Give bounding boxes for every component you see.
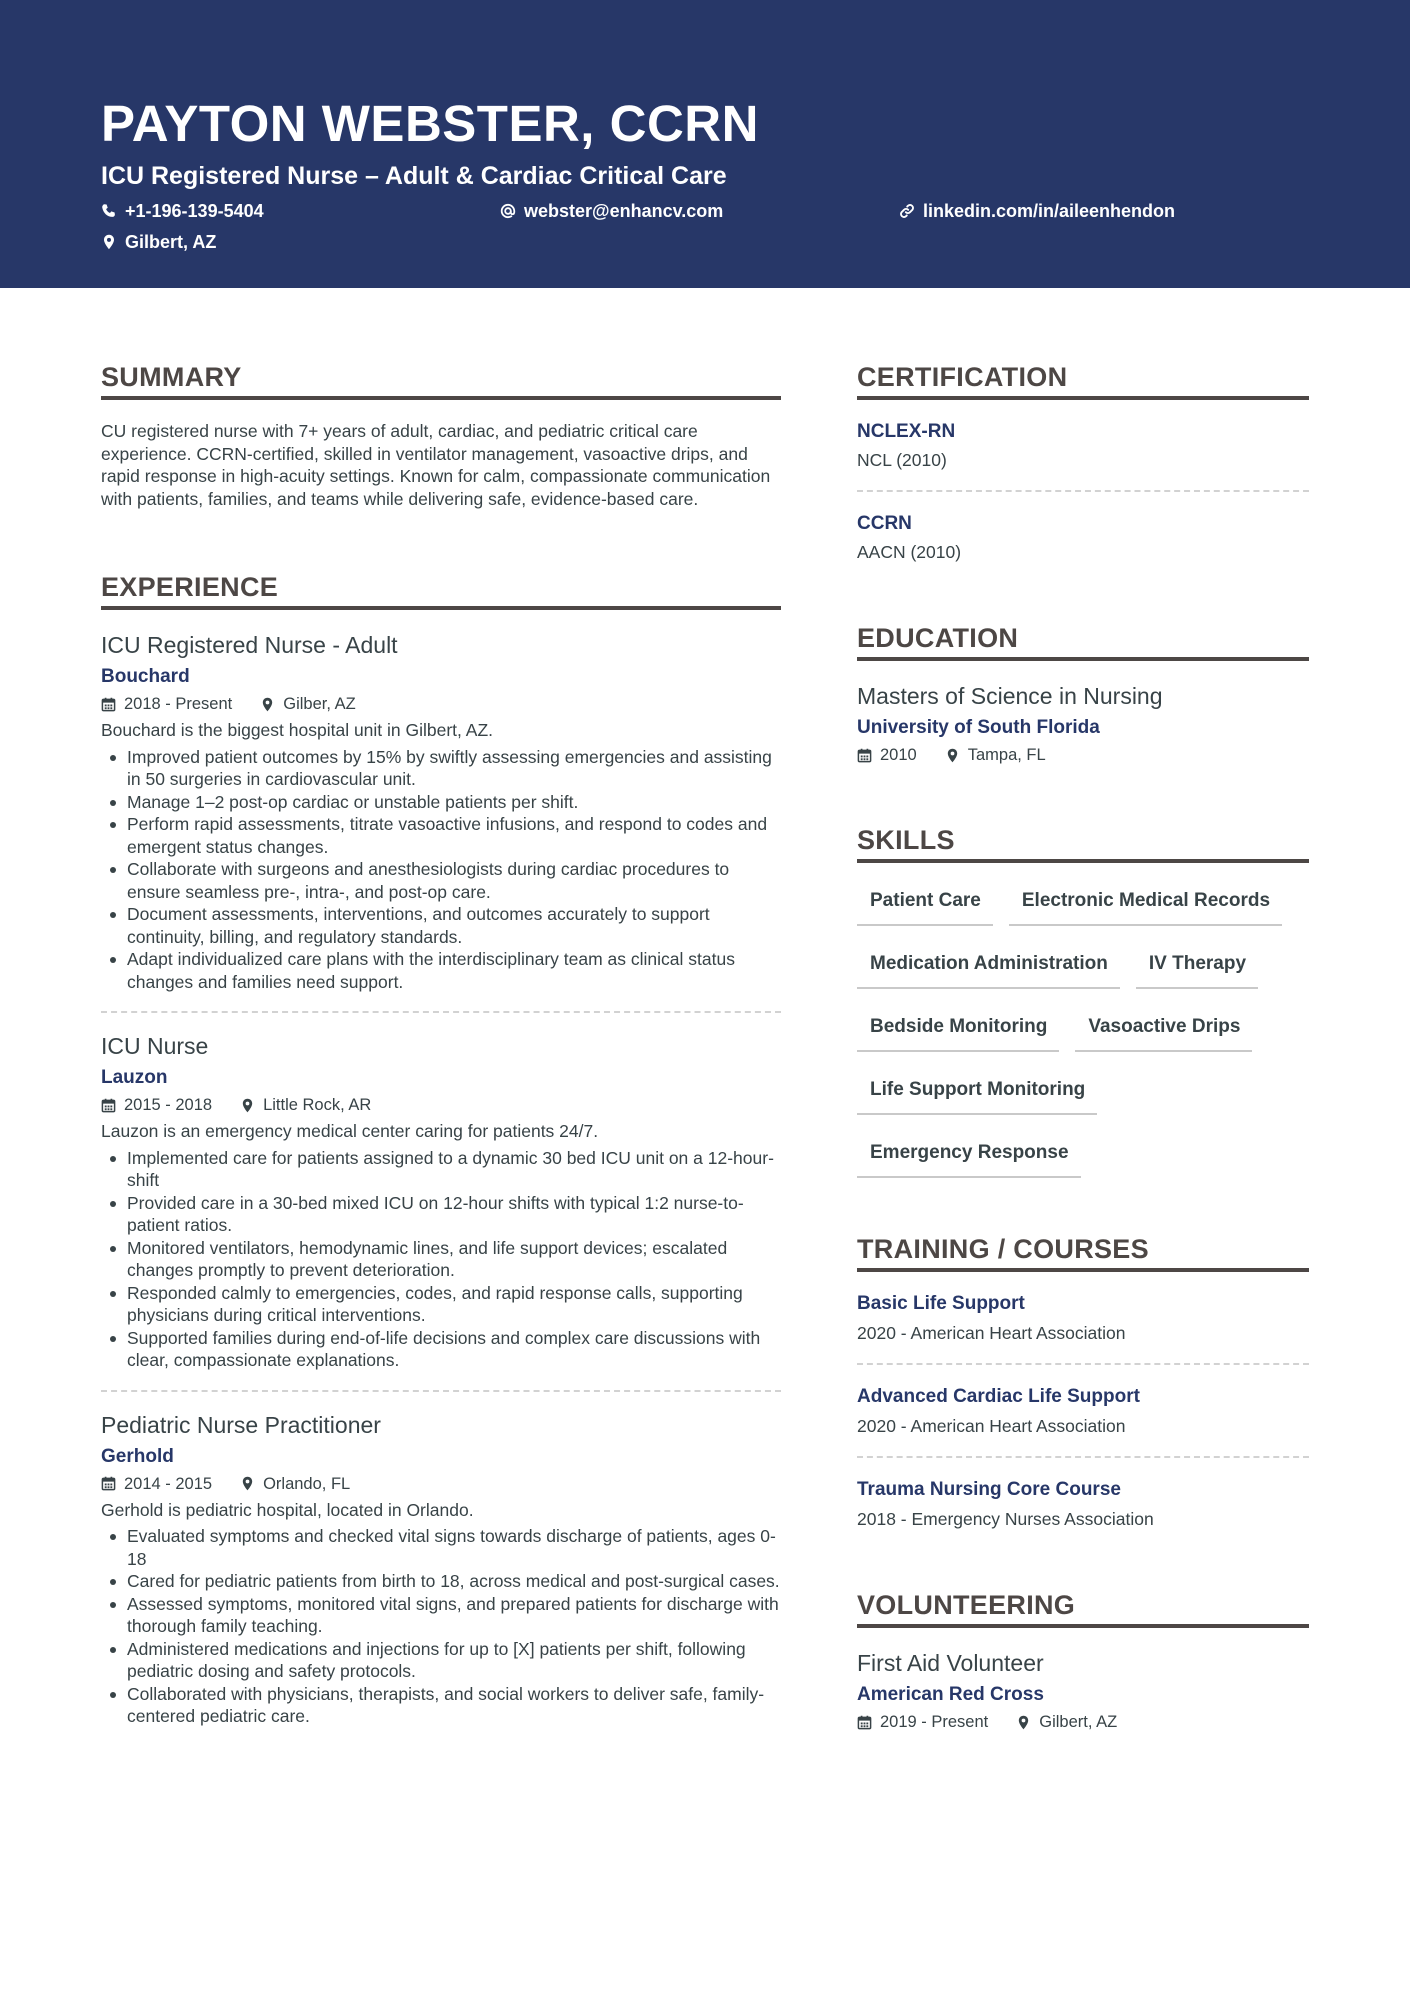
list-item: Evaluated symptoms and checked vital signs towards discharge of patients, ages 0-18 bbox=[101, 1525, 781, 1570]
volunteering-heading: VOLUNTEERING bbox=[857, 1588, 1309, 1628]
job-location: Gilber, AZ bbox=[283, 695, 356, 713]
candidate-name: PAYTON WEBSTER, CCRN bbox=[101, 95, 759, 152]
location-pin-icon bbox=[260, 697, 275, 712]
list-item: Provided care in a 30-bed mixed ICU on 12-hour shifts with typical 1:2 nurse-to-patient ratios. bbox=[101, 1192, 781, 1237]
job-description: Lauzon is an emergency medical center caring for patients 24/7. bbox=[101, 1121, 599, 1141]
skills-section bbox=[857, 823, 1309, 1200]
calendar-icon bbox=[101, 1098, 116, 1113]
calendar-icon bbox=[101, 697, 116, 712]
divider bbox=[857, 1456, 1309, 1458]
volunteering-section bbox=[857, 1588, 1309, 1733]
course-entry bbox=[857, 1478, 1309, 1531]
list-item: Cared for pediatric patients from birth to 18, across medical and post-surgical cases. bbox=[101, 1570, 781, 1593]
certification-entry bbox=[857, 512, 1309, 564]
left-column bbox=[101, 360, 781, 1728]
list-item: Improved patient outcomes by 15% by swiftly assessing emergencies and assisting in 50 surgeries in cardiovascular unit. bbox=[101, 746, 781, 791]
list-item: Responded calmly to emergencies, codes, and rapid response calls, supporting physicians during critical interventions. bbox=[101, 1282, 781, 1327]
link-icon bbox=[899, 203, 915, 219]
skill-tag: Bedside Monitoring bbox=[857, 1011, 1059, 1052]
education-heading: EDUCATION bbox=[857, 621, 1309, 661]
job-meta bbox=[101, 1473, 781, 1495]
job-company: Lauzon bbox=[101, 1067, 168, 1088]
volunteer-org: American Red Cross bbox=[857, 1684, 1044, 1705]
experience-section bbox=[101, 570, 781, 1728]
list-item: Manage 1–2 post-op cardiac or unstable patients per shift. bbox=[101, 791, 781, 814]
skills-list bbox=[857, 885, 1309, 1200]
volunteer-location: Gilbert, AZ bbox=[1039, 1713, 1118, 1731]
education-entry bbox=[857, 681, 1309, 766]
phone-icon bbox=[101, 203, 117, 219]
course-detail: 2020 - American Heart Association bbox=[857, 1323, 1126, 1343]
education-school: University of South Florida bbox=[857, 717, 1100, 738]
course-entry bbox=[857, 1292, 1309, 1345]
education-meta bbox=[857, 744, 1309, 766]
email-contact[interactable] bbox=[500, 199, 723, 223]
right-column bbox=[857, 360, 1309, 1733]
job-company: Bouchard bbox=[101, 666, 190, 687]
skill-tag: Medication Administration bbox=[857, 948, 1120, 989]
list-item: Adapt individualized care plans with the interdisciplinary team as clinical status changes and families need support. bbox=[101, 948, 781, 993]
list-item: Administered medications and injections for up to [X] patients per shift, following pediatric dosing and safety protocols. bbox=[101, 1638, 781, 1683]
course-name: Advanced Cardiac Life Support bbox=[857, 1386, 1140, 1407]
divider bbox=[857, 490, 1309, 492]
phone-text: +1-196-139-5404 bbox=[125, 201, 264, 221]
job-role: ICU Registered Nurse - Adult bbox=[101, 632, 398, 658]
location-contact bbox=[101, 230, 216, 254]
summary-section bbox=[101, 360, 781, 510]
skills-heading: SKILLS bbox=[857, 823, 1309, 863]
list-item: Implemented care for patients assigned to a dynamic 30 bed ICU unit on a 12-hour-shift bbox=[101, 1147, 781, 1192]
skill-tag: IV Therapy bbox=[1136, 948, 1258, 989]
certification-name: CCRN bbox=[857, 513, 912, 534]
summary-text: CU registered nurse with 7+ years of adult, cardiac, and pediatric critical care experience. CCRN-certified, skilled in ventilator management, vasoactive drips, and rapid response in high-acuity settings. Known for calm, compassionate communication with patients, families, and teams while delivering safe, evidence-based care. bbox=[101, 421, 771, 509]
calendar-icon bbox=[857, 1715, 872, 1730]
list-item: Supported families during end-of-life decisions and complex care discussions with clear, compassionate explanations. bbox=[101, 1327, 781, 1372]
list-item: Collaborated with physicians, therapists, and social workers to deliver safe, family-centered pediatric care. bbox=[101, 1683, 781, 1728]
email-text: webster@enhancv.com bbox=[524, 201, 724, 221]
candidate-title: ICU Registered Nurse – Adult & Cardiac Critical Care bbox=[101, 162, 727, 190]
resume-header bbox=[0, 0, 1410, 288]
skill-tag: Emergency Response bbox=[857, 1137, 1081, 1178]
skill-tag: Patient Care bbox=[857, 885, 993, 926]
at-icon bbox=[500, 203, 516, 219]
job-description: Bouchard is the biggest hospital unit in Gilbert, AZ. bbox=[101, 720, 494, 740]
education-section bbox=[857, 621, 1309, 766]
certification-issuer: AACN (2010) bbox=[857, 542, 962, 562]
course-name: Trauma Nursing Core Course bbox=[857, 1479, 1121, 1500]
location-pin-icon bbox=[240, 1098, 255, 1113]
education-location: Tampa, FL bbox=[967, 746, 1046, 764]
experience-entry bbox=[101, 1031, 781, 1372]
education-degree: Masters of Science in Nursing bbox=[857, 683, 1163, 709]
location-pin-icon bbox=[1016, 1715, 1031, 1730]
job-dates: 2018 - Present bbox=[124, 695, 233, 713]
job-dates: 2014 - 2015 bbox=[124, 1474, 213, 1493]
job-description: Gerhold is pediatric hospital, located in Orlando. bbox=[101, 1499, 474, 1520]
summary-heading: SUMMARY bbox=[101, 360, 781, 400]
job-bullets bbox=[101, 746, 781, 994]
certification-section bbox=[857, 360, 1309, 564]
volunteering-entry bbox=[857, 1648, 1309, 1733]
calendar-icon bbox=[101, 1476, 116, 1491]
divider bbox=[857, 1363, 1309, 1365]
list-item: Document assessments, interventions, and outcomes accurately to support continuity, billing, and regulatory standards. bbox=[101, 903, 781, 948]
job-meta bbox=[101, 1094, 781, 1116]
certification-issuer: NCL (2010) bbox=[857, 450, 947, 470]
volunteer-role: First Aid Volunteer bbox=[857, 1650, 1044, 1676]
experience-entry bbox=[101, 630, 781, 993]
training-section bbox=[857, 1232, 1309, 1531]
job-dates: 2015 - 2018 bbox=[124, 1096, 213, 1114]
certification-name: NCLEX-RN bbox=[857, 421, 956, 442]
course-entry bbox=[857, 1385, 1309, 1438]
divider bbox=[101, 1390, 781, 1392]
location-pin-icon bbox=[101, 234, 117, 250]
divider bbox=[101, 1011, 781, 1013]
skill-tag: Vasoactive Drips bbox=[1075, 1011, 1252, 1052]
job-bullets bbox=[101, 1147, 781, 1372]
course-name: Basic Life Support bbox=[857, 1293, 1025, 1314]
list-item: Perform rapid assessments, titrate vasoactive infusions, and respond to codes and emergent status changes. bbox=[101, 813, 781, 858]
certification-heading: CERTIFICATION bbox=[857, 360, 1309, 400]
training-heading: TRAINING / COURSES bbox=[857, 1232, 1309, 1272]
experience-heading: EXPERIENCE bbox=[101, 570, 781, 610]
job-role: Pediatric Nurse Practitioner bbox=[101, 1411, 381, 1438]
job-bullets bbox=[101, 1525, 781, 1728]
linkedin-contact[interactable] bbox=[899, 199, 1175, 223]
calendar-icon bbox=[857, 748, 872, 763]
experience-entry bbox=[101, 1410, 781, 1728]
job-location: Orlando, FL bbox=[263, 1474, 351, 1493]
list-item: Monitored ventilators, hemodynamic lines, and life support devices; escalated changes promptly to prevent deterioration. bbox=[101, 1237, 781, 1282]
job-meta bbox=[101, 693, 781, 715]
skill-tag: Life Support Monitoring bbox=[857, 1074, 1097, 1115]
linkedin-text: linkedin.com/in/aileenhendon bbox=[923, 201, 1176, 221]
job-company: Gerhold bbox=[101, 1445, 174, 1467]
job-role: ICU Nurse bbox=[101, 1033, 209, 1059]
job-location: Little Rock, AR bbox=[263, 1096, 372, 1114]
location-pin-icon bbox=[945, 748, 960, 763]
course-detail: 2018 - Emergency Nurses Association bbox=[857, 1509, 1154, 1529]
phone-contact[interactable] bbox=[101, 199, 264, 223]
certification-entry bbox=[857, 420, 1309, 472]
location-pin-icon bbox=[240, 1476, 255, 1491]
volunteer-meta bbox=[857, 1711, 1309, 1733]
skill-tag: Electronic Medical Records bbox=[1009, 885, 1282, 926]
location-text: Gilbert, AZ bbox=[125, 232, 217, 252]
education-year: 2010 bbox=[880, 746, 917, 764]
course-detail: 2020 - American Heart Association bbox=[857, 1416, 1126, 1436]
volunteer-dates: 2019 - Present bbox=[880, 1713, 989, 1731]
list-item: Collaborate with surgeons and anesthesiologists during cardiac procedures to ensure seamless pre-, intra-, and post-op care. bbox=[101, 858, 781, 903]
list-item: Assessed symptoms, monitored vital signs, and prepared patients for discharge with thorough family teaching. bbox=[101, 1593, 781, 1638]
